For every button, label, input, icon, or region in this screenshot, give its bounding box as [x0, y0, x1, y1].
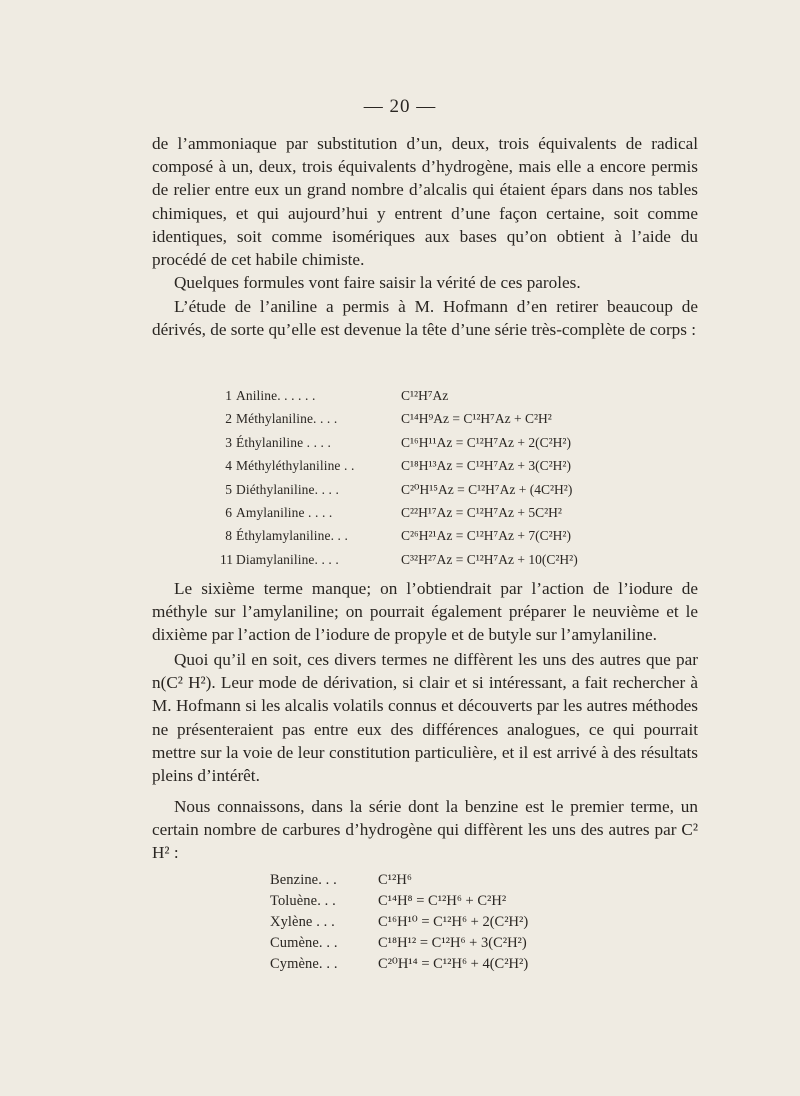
row-number: 2 — [225, 411, 232, 427]
compound-formula: C²⁶H²¹Az = C¹²H⁷Az + 7(C²H²) — [401, 528, 571, 544]
row-number: 11 — [220, 551, 233, 567]
paragraph-1: de l’ammoniaque par substitution d’un, deux, trois équivalents de radical composé à un, deux, trois équivalents d’hydrogène, mais elle a encore permis de relier entre eux un grand nombre d’alcalis qui étaient épars dans nos tables chimiques, et qui aujourd’hui y entrent d’une façon certaine, soit comme identiques, soit comme isomériques aux bases qu’on obtient à l’aide du procédé de cet habile chimiste. — [152, 134, 698, 270]
compound-name: Benzine. . . — [270, 872, 337, 888]
paragraph-5: Quoi qu’il en soit, ces divers termes ne diffèrent les uns des autres que par n(C² H²). Leur mode de dérivation, si clair et si intéressant, a fait rechercher à M. Hofmann si les alcalis volatils connus et découverts par les autres méthodes ne présenteraient pas entre eux des différences analogues, ce qui pourrait mettre sur la voie de leur constitution particulière, et il est arrivé à des résultats pleins d’intérêt. — [152, 650, 698, 786]
table-row — [220, 384, 701, 407]
compound-formula: C¹⁶H¹⁰ = C¹²H⁶ + 2(C²H²) — [378, 914, 529, 930]
table-row — [270, 912, 678, 933]
compound-name: Aniline. . . . . . — [236, 388, 316, 403]
compound-formula: C¹⁴H⁹Az = C¹²H⁷Az + C²H² — [401, 411, 552, 427]
compound-formula: C²⁰H¹⁴ = C¹²H⁶ + 4(C²H²) — [378, 956, 529, 972]
compound-name: Éthylamylaniline. . . — [236, 528, 348, 544]
compound-formula: C¹⁸H¹³Az = C¹²H⁷Az + 3(C²H²) — [401, 458, 571, 474]
row-number: 6 — [225, 504, 232, 520]
table-row — [270, 954, 678, 975]
aniline-series-table — [220, 384, 701, 571]
compound-formula: C¹⁶H¹¹Az = C¹²H⁷Az + 2(C²H²) — [401, 434, 571, 450]
table-row — [220, 454, 701, 477]
compound-name: Cymène. . . — [270, 956, 338, 972]
compound-formula: C¹⁴H⁸ = C¹²H⁶ + C²H² — [378, 893, 507, 909]
compound-formula: C¹⁸H¹² = C¹²H⁶ + 3(C²H²) — [378, 935, 527, 951]
row-number: 3 — [225, 434, 232, 450]
table-row — [220, 501, 701, 524]
row-number: 1 — [225, 388, 232, 403]
paragraph-4: Le sixième terme manque; on l’obtiendrait par l’action de l’iodure de méthyle sur l’amylaniline; on pourrait également préparer le neuvième et le dixième par l’action de l’iodure de propyle et de butyle sur l’amylaniline. — [152, 579, 698, 645]
compound-name: Méthylaniline. . . . — [236, 411, 338, 427]
paragraph-3: L’étude de l’aniline a permis à M. Hofmann d’en retirer beaucoup de dérivés, de sorte qu’elle est devenue la tête d’une série très-complète de corps : — [152, 297, 698, 340]
table-row — [220, 548, 701, 571]
compound-formula: C¹²H⁷Az — [401, 388, 449, 403]
table-row — [220, 431, 701, 454]
compound-name: Toluène. . . — [270, 893, 336, 909]
compound-formula: C¹²H⁶ — [378, 872, 412, 888]
row-number: 5 — [225, 481, 232, 497]
compound-formula: C²⁰H¹⁵Az = C¹²H⁷Az + (4C²H²) — [401, 481, 573, 497]
benzine-series-table — [270, 870, 678, 975]
table-row — [220, 478, 701, 501]
compound-name: Méthyléthylaniline . . — [236, 458, 355, 474]
row-number: 8 — [225, 528, 232, 544]
row-number: 4 — [225, 458, 232, 474]
table-row — [220, 407, 701, 430]
compound-name: Éthylaniline . . . . — [236, 434, 331, 450]
compound-name: Amylaniline . . . . — [236, 504, 333, 520]
compound-name: Diéthylaniline. . . . — [236, 481, 339, 497]
page-number: — 20 — — [363, 96, 437, 117]
paragraph-2: Quelques formules vont faire saisir la vérité de ces paroles. — [174, 273, 581, 292]
table-row — [270, 933, 678, 954]
table-row — [270, 870, 678, 891]
paragraph-6: Nous connaissons, dans la série dont la benzine est le premier terme, un certain nombre de carbures d’hydrogène qui diffèrent les uns des autres par C² H² : — [152, 797, 698, 863]
compound-formula: C³²H²⁷Az = C¹²H⁷Az + 10(C²H²) — [401, 551, 578, 567]
compound-name: Cumène. . . — [270, 935, 338, 951]
compound-formula: C²²H¹⁷Az = C¹²H⁷Az + 5C²H² — [401, 504, 562, 520]
compound-name: Diamylaniline. . . . — [236, 551, 339, 567]
compound-name: Xylène . . . — [270, 914, 335, 930]
table-row — [270, 891, 678, 912]
table-row — [220, 524, 701, 547]
